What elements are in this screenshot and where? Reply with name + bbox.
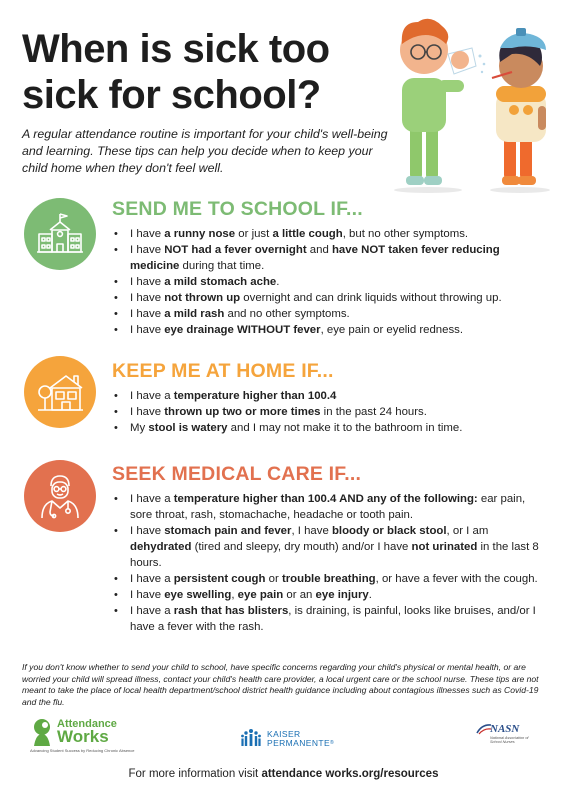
attendance-works-mark-icon	[30, 718, 54, 748]
nasn-logo	[476, 722, 536, 752]
list-item: • I have eye swelling, eye pain or an eye injury.	[113, 587, 543, 603]
attendance-works-line2: Works	[57, 727, 109, 746]
emphasis-text: bloody or black stool	[331, 525, 447, 537]
emphasis-text: not thrown up	[164, 292, 241, 304]
emphasis-text: eye swelling	[164, 589, 232, 601]
list-item: • I have not thrown up overnight and can drink liquids without throwing up.	[113, 290, 543, 306]
kaiser-line2	[267, 739, 334, 748]
list-item: • My stool is watery and I may not make it to the bathroom in time.	[113, 420, 543, 436]
send-to-school-heading: SEND ME TO SCHOOL IF...	[112, 198, 363, 220]
emphasis-text: trouble breathing	[281, 573, 376, 585]
kaiser-permanente-logo	[240, 726, 350, 752]
emphasis-text: a mild stomach ache	[164, 276, 277, 288]
kaiser-line2-text: PERMANENTE	[267, 738, 331, 748]
list-item: • I have a persistent cough or trouble breathing, or have a fever with the cough.	[113, 571, 543, 587]
emphasis-text: a runny nose	[164, 228, 236, 240]
doctor-icon	[36, 472, 84, 520]
page-title: When is sick too sick for school?	[22, 27, 330, 117]
emphasis-text: stomach pain and fever	[164, 525, 292, 537]
nasn-name: NASN	[490, 723, 520, 735]
emphasis-text: dehydrated	[130, 541, 192, 553]
emphasis-text: have NOT taken fever reducing medicine	[130, 244, 500, 272]
emphasis-text: stool is watery	[148, 422, 228, 434]
emphasis-text: not urinated	[411, 541, 478, 553]
emphasis-text: thrown up two or more times	[164, 406, 321, 418]
nasn-tagline: National Association of School Nurses	[490, 736, 529, 745]
emphasis-text: a mild rash	[164, 308, 225, 320]
footer-link[interactable]: attendance works.org/resources	[261, 768, 439, 780]
list-item: • I have NOT had a fever overnight and have NOT taken fever reducing medicine during that time.	[113, 242, 543, 274]
list-item: • I have thrown up two or more times in the past 24 hours.	[113, 404, 543, 420]
attendance-works-logo	[30, 716, 150, 756]
send-to-school-list	[113, 226, 543, 338]
list-item: • I have a temperature higher than 100.4	[113, 388, 543, 404]
seek-medical-care-list	[113, 491, 543, 635]
emphasis-text: temperature higher than 100.4 AND any of the following:	[173, 493, 478, 505]
attendance-works-line1: Attendance	[57, 718, 117, 730]
emphasis-text: eye injury	[315, 589, 369, 601]
emphasis-text: temperature higher than 100.4	[173, 390, 337, 402]
emphasis-text: rash that has blisters	[173, 605, 289, 617]
doctor-icon-circle	[24, 460, 96, 532]
emphasis-text: NOT had a fever overnight	[164, 244, 307, 256]
keep-at-home-heading: KEEP ME AT HOME IF...	[112, 360, 334, 382]
disclaimer-footnote: If you don't know whether to send your child to school, have specific concerns regarding your child's physical or mental health, or are worried your child will spread illness, contact your child's health care provider, a local urgent care or the school nurse. These tips are not meant to take the place of local health department/school district health guidance including about contagious illnesses such as Covid-19 and the flu.	[22, 662, 539, 707]
keep-at-home-list	[113, 388, 543, 436]
footer	[0, 768, 567, 780]
footer-prefix: For more information visit	[128, 768, 262, 780]
list-item: • I have a mild stomach ache.	[113, 274, 543, 290]
list-item: • I have stomach pain and fever, I have bloody or black stool, or I am dehydrated (tired and sleepy, dry mouth) and/or I have not urinated in the last 8 hours.	[113, 523, 543, 571]
intro-text: A regular attendance routine is important for your child's well-being and learning. These tips can help you decide when to keep your child home when they don't feel well.	[22, 127, 388, 175]
kaiser-registered-mark: ®	[330, 740, 335, 746]
school-icon-circle	[24, 198, 96, 270]
attendance-works-tagline: Advancing Student Success by Reducing Chronic Absence	[30, 748, 135, 753]
emphasis-text: a little cough	[272, 228, 343, 240]
list-item: • I have a temperature higher than 100.4 AND any of the following: ear pain, sore throat, rash, stomachache, headache or tooth pain.	[113, 491, 543, 523]
list-item: • I have a mild rash and no other symptoms.	[113, 306, 543, 322]
emphasis-text: eye pain	[237, 589, 284, 601]
emphasis-text: eye drainage WITHOUT fever	[164, 324, 321, 336]
seek-medical-care-heading: SEEK MEDICAL CARE IF...	[112, 463, 362, 485]
kaiser-line1: KAISER	[267, 729, 301, 739]
house-icon	[36, 368, 84, 416]
emphasis-text: persistent cough	[173, 573, 266, 585]
list-item: • I have eye drainage WITHOUT fever, eye pain or eyelid redness.	[113, 322, 543, 338]
home-icon-circle	[24, 356, 96, 428]
kaiser-people-mark-icon	[240, 727, 262, 749]
list-item: • I have a runny nose or just a little cough, but no other symptoms.	[113, 226, 543, 242]
school-building-icon	[36, 210, 84, 258]
sick-children-illustration	[388, 14, 558, 194]
list-item: • I have a rash that has blisters, is draining, is painful, looks like bruises, and/or I have a fever with the rash.	[113, 603, 543, 635]
